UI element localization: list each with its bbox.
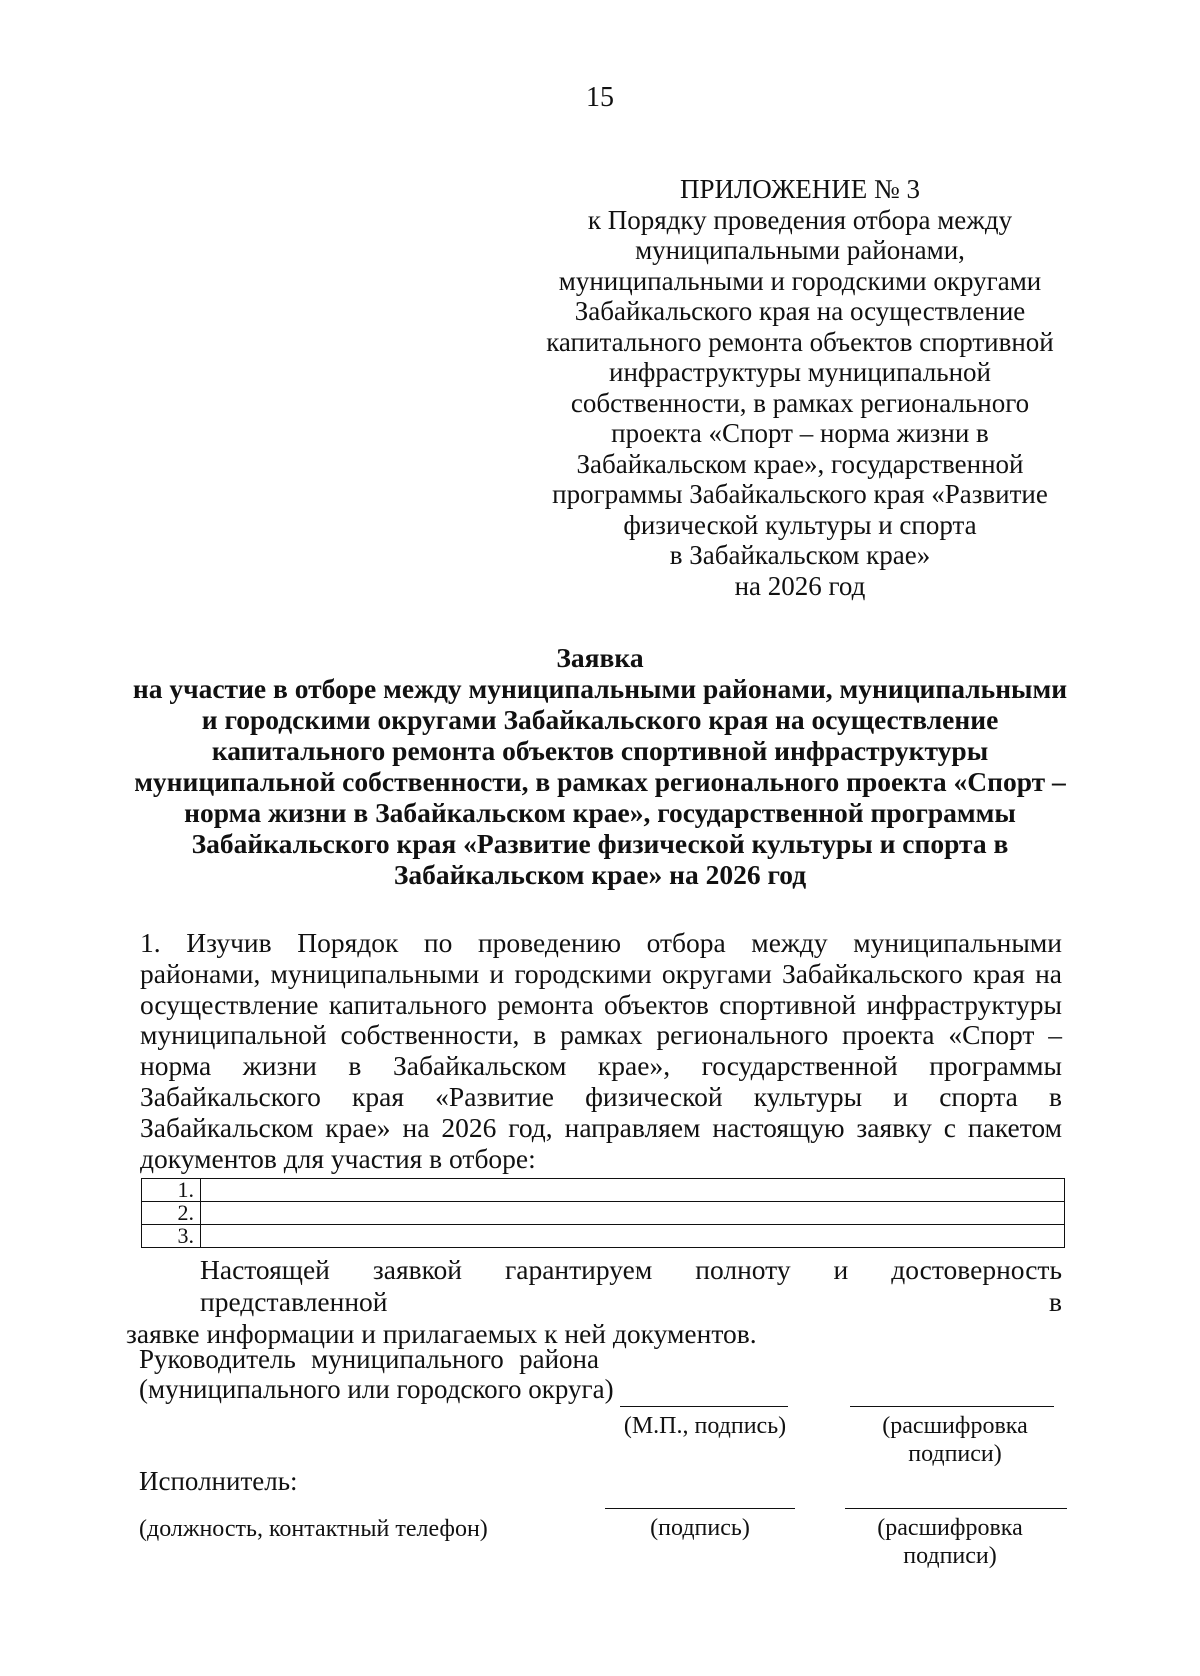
appendix-line: физической культуры и спорта — [623, 509, 977, 540]
head-title-line-1: Руководитель муниципального района — [139, 1344, 599, 1374]
application-title — [130, 642, 1070, 890]
head-decode-caption-1: (расшифровка — [882, 1413, 1028, 1439]
head-title-line-2: (муниципального или городского округа) — [139, 1374, 614, 1404]
application-title-line: капитального ремонта объектов спортивной инфраструктуры — [211, 735, 989, 766]
executor-decode-caption-2: подписи) — [903, 1543, 997, 1569]
paragraph-line: районами, муниципальными и городскими округами Забайкальского края на — [140, 957, 1062, 989]
appendix-line: Забайкальского края на осуществление — [574, 296, 1026, 326]
row-document-cell[interactable] — [201, 1202, 1065, 1225]
appendix-line: муниципальными районами, — [635, 235, 965, 265]
appendix-line: программы Забайкальского края «Развитие — [552, 479, 1048, 509]
appendix-line: проекта «Спорт – норма жизни в — [611, 418, 989, 448]
application-title-line: на участие в отборе между муниципальными районами, муниципальными — [132, 673, 1068, 704]
appendix-title: ПРИЛОЖЕНИЕ № 3 — [679, 174, 921, 204]
executor-decode-caption-1: (расшифровка — [877, 1515, 1023, 1541]
executor-sub-caption: (должность, контактный телефон) — [139, 1516, 488, 1542]
row-document-cell[interactable] — [201, 1179, 1065, 1202]
paragraph-line: осуществление капитального ремонта объектов спортивной инфраструктуры — [140, 988, 1062, 1020]
application-title-line: муниципальной собственности, в рамках регионального проекта «Спорт – — [134, 766, 1066, 797]
guarantee-line: Настоящей заявкой гарантируем полноту и достоверность представленной в — [200, 1254, 1062, 1317]
appendix-line: собственности, в рамках регионального — [570, 387, 1030, 418]
table-row — [142, 1225, 1065, 1248]
paragraph-line: Забайкальском крае» на 2026 год, направляем настоящую заявку с пакетом — [140, 1111, 1062, 1143]
executor-signature-line[interactable] — [605, 1508, 795, 1509]
application-title-line: и городскими округами Забайкальского края на осуществление — [201, 704, 999, 735]
executor-decode-line[interactable] — [845, 1508, 1067, 1509]
appendix-line: муниципальными и городскими округами — [558, 265, 1042, 296]
head-sign-caption: (М.П., подпись) — [623, 1413, 787, 1439]
head-decode-line[interactable] — [850, 1406, 1054, 1407]
row-document-cell[interactable] — [201, 1225, 1065, 1248]
appendix-line: Забайкальском крае», государственной — [576, 448, 1024, 479]
guarantee-line: заявке информации и прилагаемых к ней документов. — [126, 1318, 757, 1349]
application-title-line: Забайкальского края «Развитие физической культуры и спорта в — [191, 828, 1009, 859]
appendix-line: инфраструктуры муниципальной — [609, 357, 991, 387]
guarantee-paragraph — [126, 1254, 1062, 1350]
executor-sign-caption: (подпись) — [650, 1515, 750, 1541]
row-number: 3. — [142, 1225, 201, 1248]
paragraph-line: 1. Изучив Порядок по проведению отбора между муниципальными — [140, 927, 1062, 958]
executor-label: Исполнитель: — [139, 1466, 298, 1496]
head-signature-line[interactable] — [620, 1406, 788, 1407]
appendix-line: на 2026 год — [734, 570, 866, 601]
page-number: 15 — [586, 82, 614, 113]
appendix-line: к Порядку проведения отбора между — [587, 204, 1013, 235]
paragraph-line: муниципальной собственности, в рамках регионального проекта «Спорт – — [140, 1019, 1062, 1051]
table-row — [142, 1202, 1065, 1225]
table-row — [142, 1179, 1065, 1202]
paragraph-1 — [140, 928, 1062, 1174]
paragraph-line: Забайкальского края «Развитие физической культуры и спорта в — [140, 1080, 1062, 1112]
application-heading: Заявка — [556, 642, 644, 673]
appendix-line: капитального ремонта объектов спортивной — [546, 326, 1054, 357]
application-title-line: нормa жизни в Забайкальском крае», государственной программы — [184, 797, 1016, 828]
appendix-line: в Забайкальском крае» — [669, 540, 931, 570]
row-number: 2. — [142, 1202, 201, 1225]
documents-table — [141, 1178, 1065, 1248]
application-title-line: Забайкальском крае» на 2026 год — [393, 859, 807, 890]
paragraph-line: норма жизни в Забайкальском крае», государственной программы — [140, 1050, 1062, 1082]
row-number: 1. — [142, 1179, 201, 1202]
paragraph-last-line: документов для участия в отборе: — [140, 1142, 536, 1174]
appendix-block — [520, 174, 1080, 601]
head-decode-caption-2: подписи) — [908, 1441, 1002, 1467]
